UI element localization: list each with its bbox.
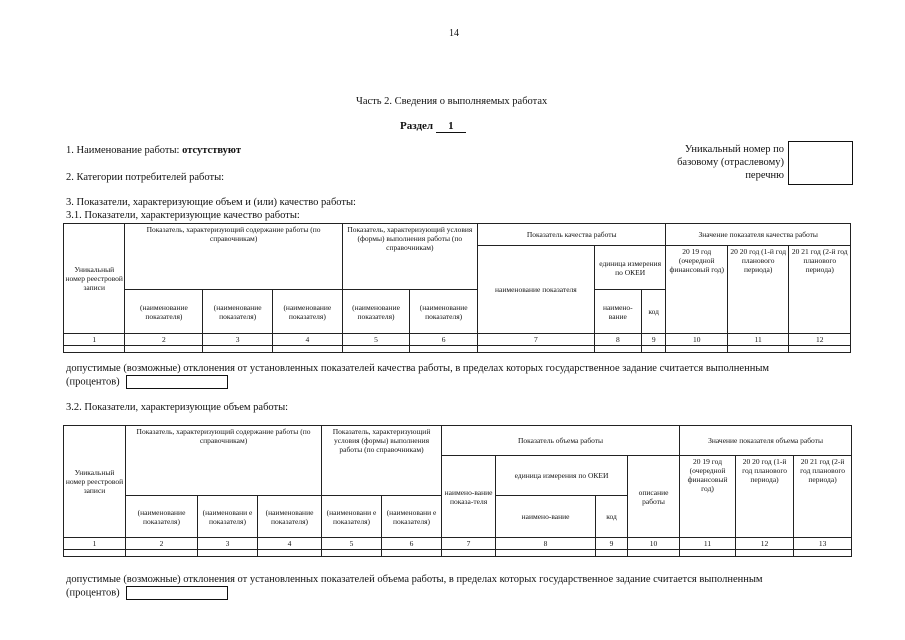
page-number: 14 [449, 28, 459, 39]
v-h-conditions: Показатель, характеризующий условия (формы) выполнения работы (по справочникам) [322, 426, 442, 496]
v-data-cell[interactable] [680, 550, 736, 557]
v-data-cell[interactable] [64, 550, 126, 557]
v-data-cell[interactable] [736, 550, 794, 557]
q-data-row [64, 346, 851, 353]
v-ind-name-4: (наименовани е показателя) [322, 496, 382, 538]
q-h-y3: 20 21 год (2-й год планового периода) [789, 246, 851, 334]
v-data-cell[interactable] [382, 550, 442, 557]
q-num-cell: 9 [641, 334, 666, 346]
q-data-cell[interactable] [594, 346, 641, 353]
v-data-cell[interactable] [496, 550, 596, 557]
q-num-cell: 12 [789, 334, 851, 346]
v-h-unit-code: код [596, 496, 628, 538]
q-ind-name-3: (наименование показателя) [273, 290, 343, 334]
v-ind-name-3: (наименование показателя) [258, 496, 322, 538]
indicators-title: 3. Показатели, характеризующие объем и (или) качество работы: [66, 197, 356, 208]
volume-deviation-text: допустимые (возможные) отклонения от установленных показателей объема работы, в пределах которых государственное задание считается выполненным (процентов) [66, 574, 763, 599]
v-h-y3: 20 21 год (2-й год планового периода) [794, 456, 852, 538]
v-num-cell: 7 [442, 538, 496, 550]
v-data-cell[interactable] [628, 550, 680, 557]
q-h-quality: Показатель качества работы [477, 224, 666, 246]
q-num-cell: 4 [273, 334, 343, 346]
q-data-cell[interactable] [789, 346, 851, 353]
v-data-cell[interactable] [258, 550, 322, 557]
quality-deviation [66, 362, 786, 389]
v-ind-name-1: (наименование показателя) [126, 496, 198, 538]
v-number-row [64, 538, 852, 550]
q-h-y2: 20 20 год (1-й год планового периода) [727, 246, 788, 334]
work-name-label: 1. Наименование работы: [66, 145, 180, 156]
q-data-cell[interactable] [342, 346, 410, 353]
q-ind-name-1: (наименование показателя) [125, 290, 203, 334]
quality-table [63, 223, 851, 353]
v-h-values: Значение показателя объема работы [680, 426, 852, 456]
v-num-cell: 11 [680, 538, 736, 550]
q-data-cell[interactable] [203, 346, 273, 353]
q-num-cell: 6 [410, 334, 478, 346]
q-number-row [64, 334, 851, 346]
q-data-cell[interactable] [273, 346, 343, 353]
q-num-cell: 7 [477, 334, 594, 346]
consumers-label: 2. Категории потребителей работы: [66, 172, 225, 183]
section-label: Раздел [400, 120, 434, 132]
v-h-volume: Показатель объема работы [442, 426, 680, 456]
q-h-unit-code: код [641, 290, 666, 334]
q-data-cell[interactable] [64, 346, 125, 353]
q-num-cell: 10 [666, 334, 727, 346]
v-num-cell: 9 [596, 538, 628, 550]
v-data-cell[interactable] [794, 550, 852, 557]
work-name-line [66, 145, 241, 156]
v-num-cell: 4 [258, 538, 322, 550]
q-data-cell[interactable] [125, 346, 203, 353]
q-ind-name-2: (наименование показателя) [203, 290, 273, 334]
v-data-row [64, 550, 852, 557]
q-data-cell[interactable] [641, 346, 666, 353]
v-h-unit: единица измерения по ОКЕИ [496, 456, 628, 496]
section-heading [400, 120, 466, 133]
v-h-unit-name: наимено-вание [496, 496, 596, 538]
section-number: 1 [436, 120, 466, 133]
v-num-cell: 10 [628, 538, 680, 550]
quality-deviation-text: допустимые (возможные) отклонения от установленных показателей качества работы, в пределах которых государственное задание считается выполненным (процентов) [66, 363, 770, 388]
q-num-cell: 2 [125, 334, 203, 346]
q-num-cell: 1 [64, 334, 125, 346]
q-h-conditions: Показатель, характеризующий условия (формы) выполнения работы (по справочникам) [342, 224, 477, 290]
v-num-cell: 2 [126, 538, 198, 550]
quality-deviation-input[interactable] [126, 375, 228, 389]
q-num-cell: 11 [727, 334, 788, 346]
v-num-cell: 13 [794, 538, 852, 550]
q-h-quality-name: наименование показателя [477, 246, 594, 334]
v-data-cell[interactable] [126, 550, 198, 557]
v-ind-name-2: (наименовани е показателя) [198, 496, 258, 538]
work-name-value: отсутствуют [182, 145, 241, 156]
v-data-cell[interactable] [198, 550, 258, 557]
q-num-cell: 8 [594, 334, 641, 346]
v-num-cell: 1 [64, 538, 126, 550]
volume-table [63, 425, 852, 557]
v-h-content: Показатель, характеризующий содержание работы (по справочникам) [126, 426, 322, 496]
v-h-volume-name: наимено-вание показа-теля [442, 456, 496, 538]
unique-number-box[interactable] [788, 141, 853, 185]
q-ind-name-5: (наименование показателя) [410, 290, 478, 334]
v-num-cell: 6 [382, 538, 442, 550]
q-h-unit-name: наимено-вание [594, 290, 641, 334]
q-data-cell[interactable] [666, 346, 727, 353]
v-ind-name-5: (наименовани е показателя) [382, 496, 442, 538]
q-h-unit: единица измерения по ОКЕИ [594, 246, 666, 290]
v-data-cell[interactable] [322, 550, 382, 557]
v-num-cell: 5 [322, 538, 382, 550]
quality-title: 3.1. Показатели, характеризующие качество работы: [66, 210, 300, 221]
v-h-y1: 20 19 год (очередной финансовый год) [680, 456, 736, 538]
v-data-cell[interactable] [596, 550, 628, 557]
v-data-cell[interactable] [442, 550, 496, 557]
q-num-cell: 5 [342, 334, 410, 346]
unique-number-label: Уникальный номер по базовому (отраслевому) перечню [677, 144, 784, 181]
v-h-desc: описание работы [628, 456, 680, 538]
v-num-cell: 3 [198, 538, 258, 550]
volume-deviation-input[interactable] [126, 586, 228, 600]
volume-title: 3.2. Показатели, характеризующие объем работы: [66, 402, 289, 413]
q-h-unique: Уникальный номер реестровой записи [64, 224, 125, 334]
q-h-y1: 20 19 год (очередной финансовый год) [666, 246, 727, 334]
volume-deviation [66, 573, 786, 600]
v-h-unique: Уникальный номер реестровой записи [64, 426, 126, 538]
q-num-cell: 3 [203, 334, 273, 346]
q-data-cell[interactable] [727, 346, 788, 353]
part-title: Часть 2. Сведения о выполняемых работах [356, 96, 548, 107]
q-h-values: Значение показателя качества работы [666, 224, 851, 246]
q-ind-name-4: (наименование показателя) [342, 290, 410, 334]
v-h-y2: 20 20 год (1-й год планового периода) [736, 456, 794, 538]
v-num-cell: 12 [736, 538, 794, 550]
q-data-cell[interactable] [477, 346, 594, 353]
q-data-cell[interactable] [410, 346, 478, 353]
v-num-cell: 8 [496, 538, 596, 550]
q-h-content: Показатель, характеризующий содержание работы (по справочникам) [125, 224, 342, 290]
